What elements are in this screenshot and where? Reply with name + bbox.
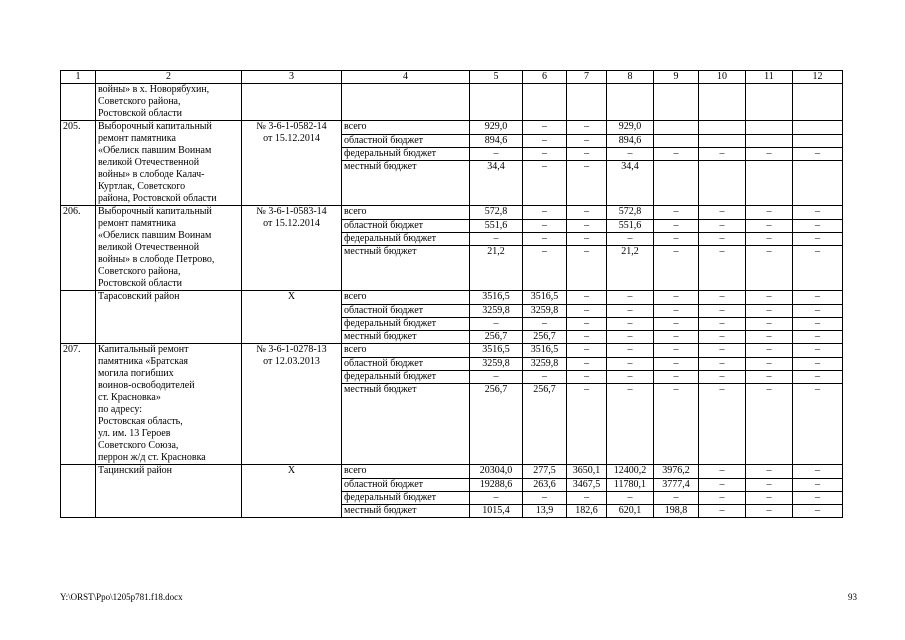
amount-value: 3777,4 xyxy=(654,478,698,491)
amount-value: 929,0 xyxy=(618,121,642,132)
amount-value: – xyxy=(584,206,589,217)
amount-value: – xyxy=(746,245,792,258)
amount-value: – xyxy=(719,465,725,476)
amount-value: 21,2 xyxy=(470,245,522,258)
budget-source-label: всего xyxy=(344,344,367,355)
budget-source-label: федеральный бюджет xyxy=(342,232,469,245)
amount-value: – xyxy=(654,317,698,330)
budget-source-cell xyxy=(342,121,470,206)
amount-value: 3516,5 xyxy=(482,344,510,355)
amount-value: – xyxy=(523,245,566,258)
document-reference xyxy=(242,84,342,121)
amount-value: 3259,8 xyxy=(470,304,522,317)
item-number: 206. xyxy=(61,206,96,291)
amount-value: – xyxy=(470,232,522,245)
amount-value: – xyxy=(523,370,566,383)
amount-value: – xyxy=(654,491,698,504)
amount-value: – xyxy=(746,491,792,504)
budget-source-label: местный бюджет xyxy=(342,383,469,396)
amount-value: – xyxy=(607,232,653,245)
budget-source-label: местный бюджет xyxy=(342,245,469,258)
budget-source-label: местный бюджет xyxy=(342,504,469,517)
amount-value: – xyxy=(567,370,606,383)
column-number-cell: 6 xyxy=(523,71,567,84)
amount-value: – xyxy=(607,383,653,396)
amount-value: – xyxy=(567,160,606,173)
budget-source-label: всего xyxy=(344,465,367,476)
amount-value: – xyxy=(746,330,792,343)
item-number: 205. xyxy=(61,121,96,206)
amount-value xyxy=(654,121,698,134)
amount-cell xyxy=(567,121,607,206)
column-number-cell: 11 xyxy=(746,71,793,84)
amount-value: – xyxy=(766,291,772,302)
amount-cell xyxy=(699,291,746,344)
amount-value: – xyxy=(567,357,606,370)
amount-value: – xyxy=(746,357,792,370)
amount-value: – xyxy=(793,304,842,317)
amount-value: 572,8 xyxy=(484,206,508,217)
amount-value: – xyxy=(746,304,792,317)
column-number-cell: 12 xyxy=(793,71,843,84)
amount-value: – xyxy=(584,291,589,302)
amount-cell xyxy=(607,121,654,206)
budget-source-label: областной бюджет xyxy=(342,304,469,317)
amount-cell xyxy=(523,84,567,121)
amount-value: – xyxy=(470,317,522,330)
amount-value: – xyxy=(607,491,653,504)
amount-cell xyxy=(607,344,654,465)
amount-cell xyxy=(567,291,607,344)
amount-value: – xyxy=(607,330,653,343)
amount-value xyxy=(793,134,842,147)
amount-value: – xyxy=(607,304,653,317)
amount-value: – xyxy=(584,121,589,132)
amount-value: 263,6 xyxy=(523,478,566,491)
amount-value: 182,6 xyxy=(567,504,606,517)
object-name: Капитальный ремонт памятника «Братская могила погибших воинов-освободителей ст. Красновка» по адресу: Ростовская область, ул. им. 13 Героев Советского Союза, перрон ж/д ст. Красновка xyxy=(96,344,242,465)
amount-value: 3516,5 xyxy=(530,291,559,302)
amount-value: – xyxy=(793,491,842,504)
amount-cell xyxy=(470,206,523,291)
amount-value: – xyxy=(746,147,792,160)
amount-value: – xyxy=(746,504,792,517)
amount-value: 551,6 xyxy=(470,219,522,232)
column-number-cell: 3 xyxy=(242,71,342,84)
amount-value: – xyxy=(673,206,679,217)
amount-cell xyxy=(699,344,746,465)
amount-value: – xyxy=(793,245,842,258)
object-name: Выборочный капитальный ремонт памятника «Обелиск павшим Воинам великой Отечественной войны» в слободе Калач- Куртлак, Советского района, Ростовской области xyxy=(96,121,242,206)
amount-value: – xyxy=(766,206,772,217)
column-number-row xyxy=(61,71,843,84)
amount-value: 256,7 xyxy=(523,383,566,396)
amount-value: – xyxy=(523,232,566,245)
amount-cell xyxy=(746,291,793,344)
amount-cell xyxy=(567,206,607,291)
amount-cell xyxy=(746,344,793,465)
amount-value: 198,8 xyxy=(654,504,698,517)
budget-source-label: федеральный бюджет xyxy=(342,370,469,383)
amount-value: 3259,8 xyxy=(523,357,566,370)
column-number-cell: 2 xyxy=(96,71,242,84)
amount-value: – xyxy=(470,491,522,504)
item-number xyxy=(61,84,96,121)
amount-cell xyxy=(470,121,523,206)
amount-cell xyxy=(699,121,746,206)
amount-value: – xyxy=(793,370,842,383)
amount-value: – xyxy=(793,330,842,343)
budget-source-cell xyxy=(342,465,470,518)
budget-source-label: федеральный бюджет xyxy=(342,491,469,504)
document-reference: Х xyxy=(242,291,342,344)
amount-value: 19288,6 xyxy=(470,478,522,491)
amount-value: – xyxy=(567,134,606,147)
amount-value: – xyxy=(523,160,566,173)
amount-value: – xyxy=(699,383,745,396)
document-reference: № 3-6-1-0582-14 от 15.12.2014 xyxy=(242,121,342,206)
amount-value: – xyxy=(654,219,698,232)
amount-value: 3259,8 xyxy=(523,304,566,317)
amount-value: 551,6 xyxy=(607,219,653,232)
amount-value: – xyxy=(746,219,792,232)
amount-value: – xyxy=(699,232,745,245)
amount-cell xyxy=(654,465,699,518)
amount-value: – xyxy=(699,317,745,330)
page-number: 93 xyxy=(848,592,857,602)
amount-value: – xyxy=(470,147,522,160)
amount-value: – xyxy=(567,491,606,504)
table-body xyxy=(61,71,843,518)
amount-value: 3976,2 xyxy=(662,465,690,476)
amount-value xyxy=(699,160,745,173)
amount-value: 34,4 xyxy=(470,160,522,173)
amount-value: – xyxy=(699,504,745,517)
amount-cell xyxy=(793,344,843,465)
amount-value: – xyxy=(654,147,698,160)
amount-value: – xyxy=(607,317,653,330)
amount-cell xyxy=(607,465,654,518)
amount-value: – xyxy=(746,478,792,491)
amount-cell xyxy=(793,465,843,518)
amount-value: – xyxy=(699,357,745,370)
budget-source-label: местный бюджет xyxy=(342,160,469,173)
amount-value: – xyxy=(793,383,842,396)
amount-value: – xyxy=(699,370,745,383)
column-number-cell: 7 xyxy=(567,71,607,84)
amount-cell xyxy=(567,344,607,465)
amount-value: – xyxy=(815,206,820,217)
amount-value: – xyxy=(699,491,745,504)
column-number-cell: 5 xyxy=(470,71,523,84)
amount-cell xyxy=(607,84,654,121)
amount-cell xyxy=(699,84,746,121)
amount-value: 929,0 xyxy=(484,121,508,132)
budget-source-label: федеральный бюджет xyxy=(342,317,469,330)
amount-value: – xyxy=(815,291,820,302)
amount-value: – xyxy=(627,344,633,355)
amount-value: – xyxy=(699,330,745,343)
column-number-cell: 8 xyxy=(607,71,654,84)
amount-value: – xyxy=(654,245,698,258)
amount-value xyxy=(654,160,698,173)
amount-value: – xyxy=(470,370,522,383)
amount-value: – xyxy=(793,317,842,330)
amount-value: – xyxy=(567,147,606,160)
amount-cell xyxy=(793,84,843,121)
amount-cell xyxy=(470,344,523,465)
column-number-cell: 4 xyxy=(342,71,470,84)
column-number-cell: 9 xyxy=(654,71,699,84)
amount-value: – xyxy=(719,206,725,217)
amount-cell xyxy=(470,291,523,344)
amount-value: – xyxy=(673,344,679,355)
amount-value: – xyxy=(793,147,842,160)
column-number-cell: 10 xyxy=(699,71,746,84)
amount-value xyxy=(654,134,698,147)
amount-value: – xyxy=(654,357,698,370)
amount-cell xyxy=(654,84,699,121)
budget-source-label: областной бюджет xyxy=(342,357,469,370)
amount-cell xyxy=(793,206,843,291)
amount-value: – xyxy=(542,206,547,217)
amount-value: – xyxy=(567,232,606,245)
document-reference: № 3-6-1-0278-13 от 12.03.2013 xyxy=(242,344,342,465)
amount-value: 3516,5 xyxy=(482,291,510,302)
amount-value: 894,6 xyxy=(607,134,653,147)
budget-source-label: областной бюджет xyxy=(342,219,469,232)
table-row xyxy=(61,206,843,291)
amount-value: – xyxy=(523,317,566,330)
amount-cell xyxy=(523,291,567,344)
amount-value: – xyxy=(523,147,566,160)
amount-cell xyxy=(654,344,699,465)
amount-cell xyxy=(470,465,523,518)
item-number xyxy=(61,291,96,344)
amount-value: 620,1 xyxy=(607,504,653,517)
budget-source-cell xyxy=(342,206,470,291)
amount-value: – xyxy=(815,465,820,476)
amount-cell xyxy=(654,206,699,291)
amount-value xyxy=(793,160,842,173)
amount-value: – xyxy=(607,147,653,160)
amount-value xyxy=(699,121,745,134)
table-row xyxy=(61,84,843,121)
amount-cell xyxy=(523,206,567,291)
amount-value: 256,7 xyxy=(523,330,566,343)
amount-value: – xyxy=(699,478,745,491)
amount-cell xyxy=(793,291,843,344)
document-reference: Х xyxy=(242,465,342,518)
amount-value: – xyxy=(584,344,589,355)
amount-value xyxy=(746,134,792,147)
object-name: войны» в х. Новорябухин, Советского района, Ростовской области xyxy=(96,84,242,121)
amount-cell xyxy=(746,206,793,291)
amount-value: 13,9 xyxy=(523,504,566,517)
budget-source-label: всего xyxy=(344,291,367,302)
amount-value: – xyxy=(567,383,606,396)
amount-value: – xyxy=(567,219,606,232)
amount-value: – xyxy=(567,317,606,330)
item-number: 207. xyxy=(61,344,96,465)
amount-value: 20304,0 xyxy=(479,465,513,476)
amount-cell xyxy=(793,121,843,206)
object-name: Выборочный капитальный ремонт памятника «Обелиск павшим Воинам великой Отечественной войны» в слободе Петрово, Советского района, Ростовской области xyxy=(96,206,242,291)
amount-cell xyxy=(699,465,746,518)
amount-cell xyxy=(567,84,607,121)
amount-cell xyxy=(523,344,567,465)
budget-table xyxy=(60,70,843,518)
amount-value: – xyxy=(699,245,745,258)
amount-cell xyxy=(654,291,699,344)
amount-value: 572,8 xyxy=(618,206,642,217)
amount-value: – xyxy=(793,478,842,491)
amount-value: – xyxy=(567,330,606,343)
amount-value: 12400,2 xyxy=(613,465,647,476)
document-reference: № 3-6-1-0583-14 от 15.12.2014 xyxy=(242,206,342,291)
amount-value: – xyxy=(746,232,792,245)
amount-cell xyxy=(746,465,793,518)
amount-cell xyxy=(470,84,523,121)
amount-cell xyxy=(523,465,567,518)
amount-cell xyxy=(607,291,654,344)
amount-value: – xyxy=(746,317,792,330)
amount-value: 1015,4 xyxy=(470,504,522,517)
amount-value: – xyxy=(523,219,566,232)
amount-value: – xyxy=(766,344,772,355)
amount-value xyxy=(793,121,842,134)
amount-value: 3467,5 xyxy=(567,478,606,491)
budget-source-label: всего xyxy=(344,121,367,132)
amount-cell xyxy=(523,121,567,206)
amount-cell xyxy=(746,84,793,121)
column-number-cell: 1 xyxy=(61,71,96,84)
amount-value: – xyxy=(607,357,653,370)
amount-value: – xyxy=(719,291,725,302)
amount-value: – xyxy=(793,504,842,517)
amount-value: – xyxy=(523,134,566,147)
amount-value: – xyxy=(523,491,566,504)
footer-file-path: Y:\ORST\Ppo\1205p781.f18.docx xyxy=(60,592,183,602)
amount-value: – xyxy=(567,245,606,258)
amount-value: 894,6 xyxy=(470,134,522,147)
amount-value: – xyxy=(699,219,745,232)
amount-value: – xyxy=(654,232,698,245)
object-name: Тарасовский район xyxy=(96,291,242,344)
budget-source-label: всего xyxy=(344,206,367,217)
amount-value xyxy=(746,121,792,134)
amount-value: – xyxy=(654,383,698,396)
amount-cell xyxy=(746,121,793,206)
budget-source-cell xyxy=(342,344,470,465)
amount-value: 3259,8 xyxy=(470,357,522,370)
table-row xyxy=(61,121,843,206)
budget-source-cell xyxy=(342,291,470,344)
amount-cell xyxy=(607,206,654,291)
budget-source-label: областной бюджет xyxy=(342,134,469,147)
table-row xyxy=(61,291,843,344)
amount-value: 3650,1 xyxy=(572,465,601,476)
amount-cell xyxy=(654,121,699,206)
amount-value: 21,2 xyxy=(607,245,653,258)
amount-value: – xyxy=(607,370,653,383)
table-row xyxy=(61,465,843,518)
amount-value xyxy=(746,160,792,173)
amount-value: 34,4 xyxy=(607,160,653,173)
amount-value: – xyxy=(542,121,547,132)
amount-value: – xyxy=(627,291,633,302)
item-number xyxy=(61,465,96,518)
amount-value: – xyxy=(567,304,606,317)
table-row xyxy=(61,344,843,465)
amount-cell xyxy=(567,465,607,518)
amount-value: – xyxy=(793,357,842,370)
amount-value: 256,7 xyxy=(470,383,522,396)
amount-value: 256,7 xyxy=(470,330,522,343)
amount-value: – xyxy=(719,344,725,355)
amount-value: 3516,5 xyxy=(530,344,559,355)
amount-value: – xyxy=(793,232,842,245)
budget-source-label: местный бюджет xyxy=(342,330,469,343)
amount-value xyxy=(699,134,745,147)
amount-value: – xyxy=(673,291,679,302)
amount-value: – xyxy=(654,304,698,317)
amount-value: 277,5 xyxy=(533,465,556,476)
amount-value: – xyxy=(766,465,772,476)
budget-source-cell xyxy=(342,84,470,121)
amount-value: – xyxy=(699,304,745,317)
amount-value: – xyxy=(746,383,792,396)
amount-value: – xyxy=(654,370,698,383)
object-name: Тацинский район xyxy=(96,465,242,518)
budget-source-label: федеральный бюджет xyxy=(342,147,469,160)
amount-cell xyxy=(699,206,746,291)
amount-value: – xyxy=(746,370,792,383)
amount-value: – xyxy=(793,219,842,232)
amount-value: – xyxy=(699,147,745,160)
amount-value: – xyxy=(654,330,698,343)
amount-value: 11780,1 xyxy=(607,478,653,491)
amount-value: – xyxy=(815,344,820,355)
budget-source-label: областной бюджет xyxy=(342,478,469,491)
